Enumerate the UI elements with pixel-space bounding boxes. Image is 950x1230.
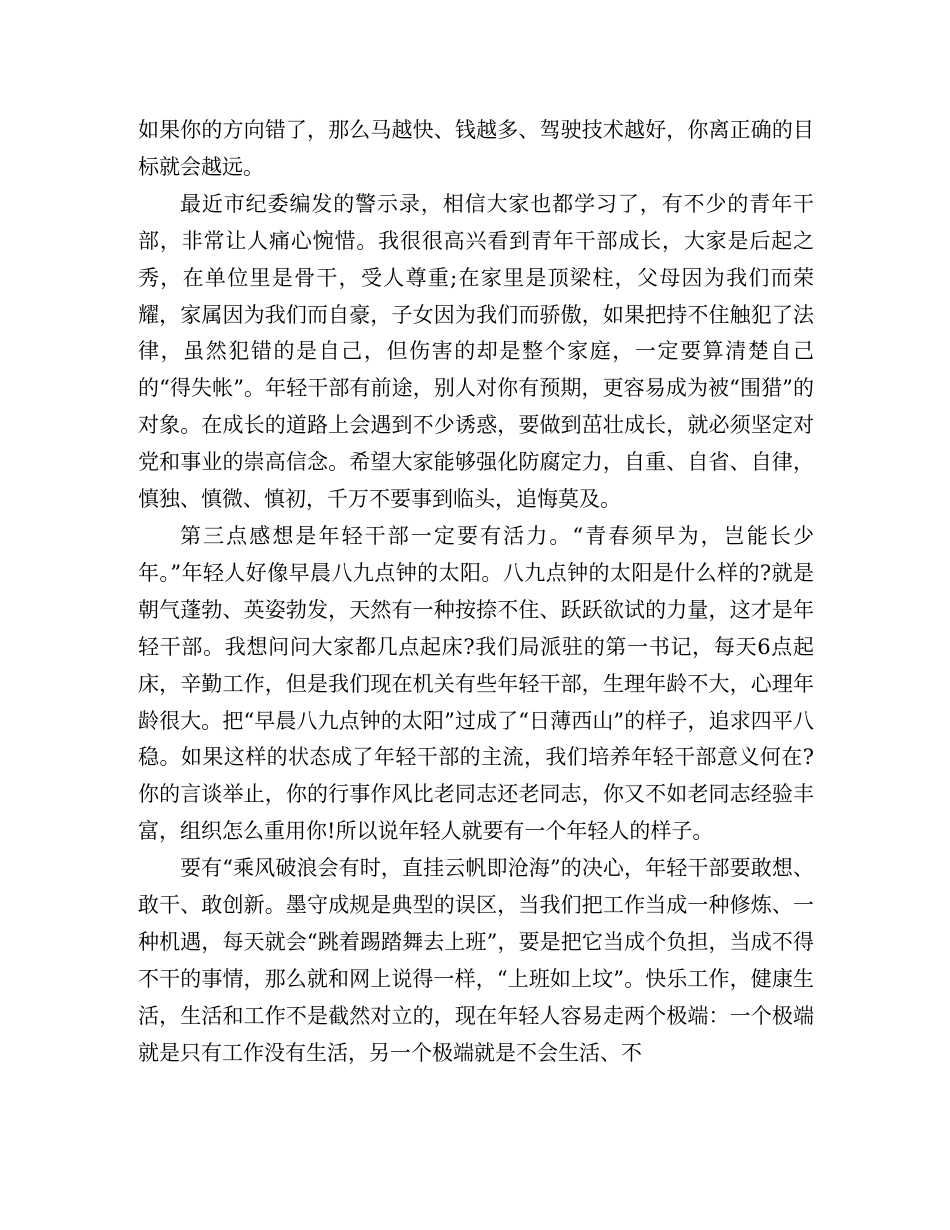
paragraph-determination: 要有“乘风破浪会有时，直挂云帆即沧海”的决心，年轻干部要敢想、敢干、敢创新。墨守成规是典型的误区，当我们把工作当成一种修炼、一种机遇，每天就会“跳着踢踏舞去上班”，要是把它当成个负担，当成不得不干的事情，那么就和网上说得一样，“上班如上坟”。快乐工作，健康生活，生活和工作不是截然对立的，现在年轻人容易走两个极端：一个极端就是只有工作没有生活，另一个极端就是不会生活、不: [138, 856, 814, 1065]
paragraph-vitality: 第三点感想是年轻干部一定要有活力。“青春须早为，岂能长少年。”年轻人好像早晨八九点钟的太阳。八九点钟的太阳是什么样的?就是朝气蓬勃、英姿勃发，天然有一种按捺不住、跃跃欲试的力量，这才是年轻干部。我想问问大家都几点起床?我们局派驻的第一书记，每天6点起床，辛勤工作，但是我们现在机关有些年轻干部，生理年龄不大，心理年龄很大。把“早晨八九点钟的太阳”过成了“日薄西山”的样子，追求四平八稳。如果这样的状态成了年轻干部的主流，我们培养年轻干部意义何在?你的言谈举止，你的行事作风比老同志还老同志，你又不如老同志经验丰富，组织怎么重用你!所以说年轻人就要有一个年轻人的样子。: [138, 523, 814, 844]
document-body: [138, 112, 814, 1072]
paragraph-warning-record: 最近市纪委编发的警示录，相信大家也都学习了，有不少的青年干部，非常让人痛心惋惜。我很很高兴看到青年干部成长，大家是后起之秀，在单位里是骨干，受人尊重;在家里是顶梁柱，父母因为我们而荣耀，家属因为我们而自豪，子女因为我们而骄傲，如果把持不住触犯了法律，虽然犯错的是自己，但伤害的却是整个家庭，一定要算清楚自己的“得失帐”。年轻干部有前途，别人对你有预期，更容易成为被“围猎”的对象。在成长的道路上会遇到不少诱惑，要做到茁壮成长，就必须坚定对党和事业的崇高信念。希望大家能够强化防腐定力，自重、自省、自律，慎独、慎微、慎初，千万不要事到临头，追悔莫及。: [138, 191, 814, 512]
paragraph-continuation: 如果你的方向错了，那么马越快、钱越多、驾驶技术越好，你离正确的目标就会越远。: [138, 118, 814, 179]
